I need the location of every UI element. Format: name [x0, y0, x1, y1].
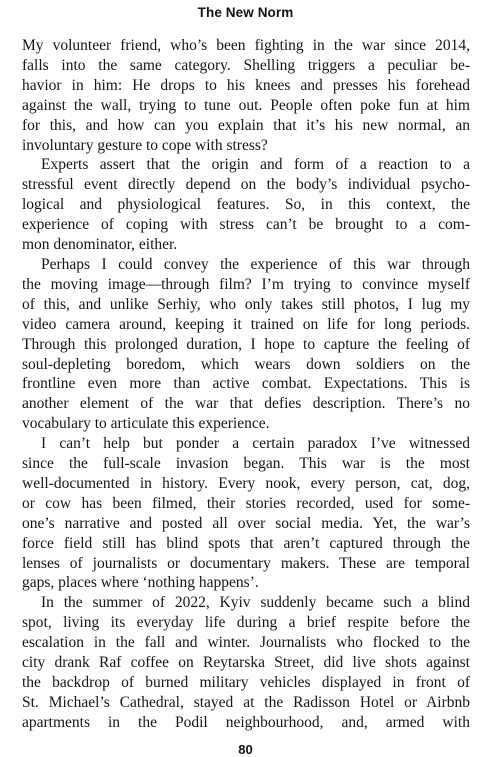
text-line: soul-depleting boredom, which wears down soldiers on the: [22, 355, 470, 373]
text-line: My volunteer friend, who’s been fighting in the war since 2014,: [22, 37, 470, 54]
text-line: vocabulary to articulate this experience.: [22, 415, 270, 433]
text-line: stressful event directly depend on the body’s individual psycho-: [22, 176, 470, 194]
text-line: Perhaps I could convey the experience of this war through: [41, 255, 470, 273]
text-line: escalation in the fall and winter. Journalists who flocked to the: [22, 634, 470, 652]
text-line: In the summer of 2022, Kyiv suddenly became such a blind: [41, 594, 470, 612]
body-text: [22, 36, 470, 733]
text-line: havior in him: He drops to his knees and presses his forehead: [22, 76, 470, 94]
text-line: frontline even more than active combat. Expectations. This is: [22, 375, 470, 393]
text-line: well-documented in history. Every nook, every person, cat, dog,: [22, 474, 470, 492]
paragraph: [22, 255, 470, 434]
paragraph: [22, 434, 470, 593]
text-line: the backdrop of burned military vehicles displayed in front of: [22, 674, 470, 691]
text-line: spot, living its everyday life during a brief respite before the: [22, 614, 470, 632]
text-line: or cow has been filmed, their stories recorded, used for some-: [22, 494, 470, 512]
paragraph: [22, 36, 470, 155]
text-line: Experts assert that the origin and form of a reaction to a: [41, 156, 470, 174]
text-line: for this, and how can you explain that it’s his new normal, an: [22, 116, 470, 134]
paragraph: [22, 155, 470, 255]
text-line: involuntary gesture to cope with stress?: [22, 136, 268, 154]
text-line: of this, and unlike Serhiy, who only takes still photos, I lug my: [22, 295, 470, 313]
text-line: logical and physiological features. So, in this context, the: [22, 196, 470, 214]
page-number: 80: [238, 742, 253, 757]
text-line: apartments in the Podil neighbourhood, and, armed with: [22, 713, 470, 731]
text-line: Through this prolonged duration, I hope to capture the feeling of: [22, 335, 470, 353]
text-line: lenses of journalists or documentary makers. These are temporal: [22, 554, 470, 572]
text-line: falls into the same category. Shelling triggers a peculiar be-: [22, 56, 470, 74]
running-head-title: The New Norm: [197, 5, 294, 20]
text-line: another element of the war that defies description. There’s no: [22, 395, 470, 413]
text-line: mon denominator, either.: [22, 236, 178, 254]
text-line: force field still has blind spots that aren’t captured through the: [22, 534, 470, 552]
text-line: since the full-scale invasion began. This war is the most: [22, 455, 470, 473]
text-line: I can’t help but ponder a certain paradox I’ve witnessed: [41, 435, 470, 453]
paragraph: [22, 593, 470, 732]
text-line: gaps, places where ‘nothing happens’.: [22, 574, 259, 592]
text-line: experience of coping with stress can’t be brought to a com-: [22, 216, 470, 234]
text-line: St. Michael’s Cathedral, stayed at the Radisson Hotel or Airbnb: [22, 693, 470, 711]
text-line: city drank Raf coffee on Reytarska Street, did live shots against: [22, 654, 470, 672]
text-line: the moving image—through film? I’m trying to convince myself: [22, 275, 470, 293]
text-line: one’s narrative and posted all over social media. Yet, the war’s: [22, 514, 470, 532]
text-line: video camera around, keeping it trained on life for long periods.: [22, 315, 470, 333]
text-line: against the wall, trying to tune out. People often poke fun at him: [22, 96, 470, 114]
